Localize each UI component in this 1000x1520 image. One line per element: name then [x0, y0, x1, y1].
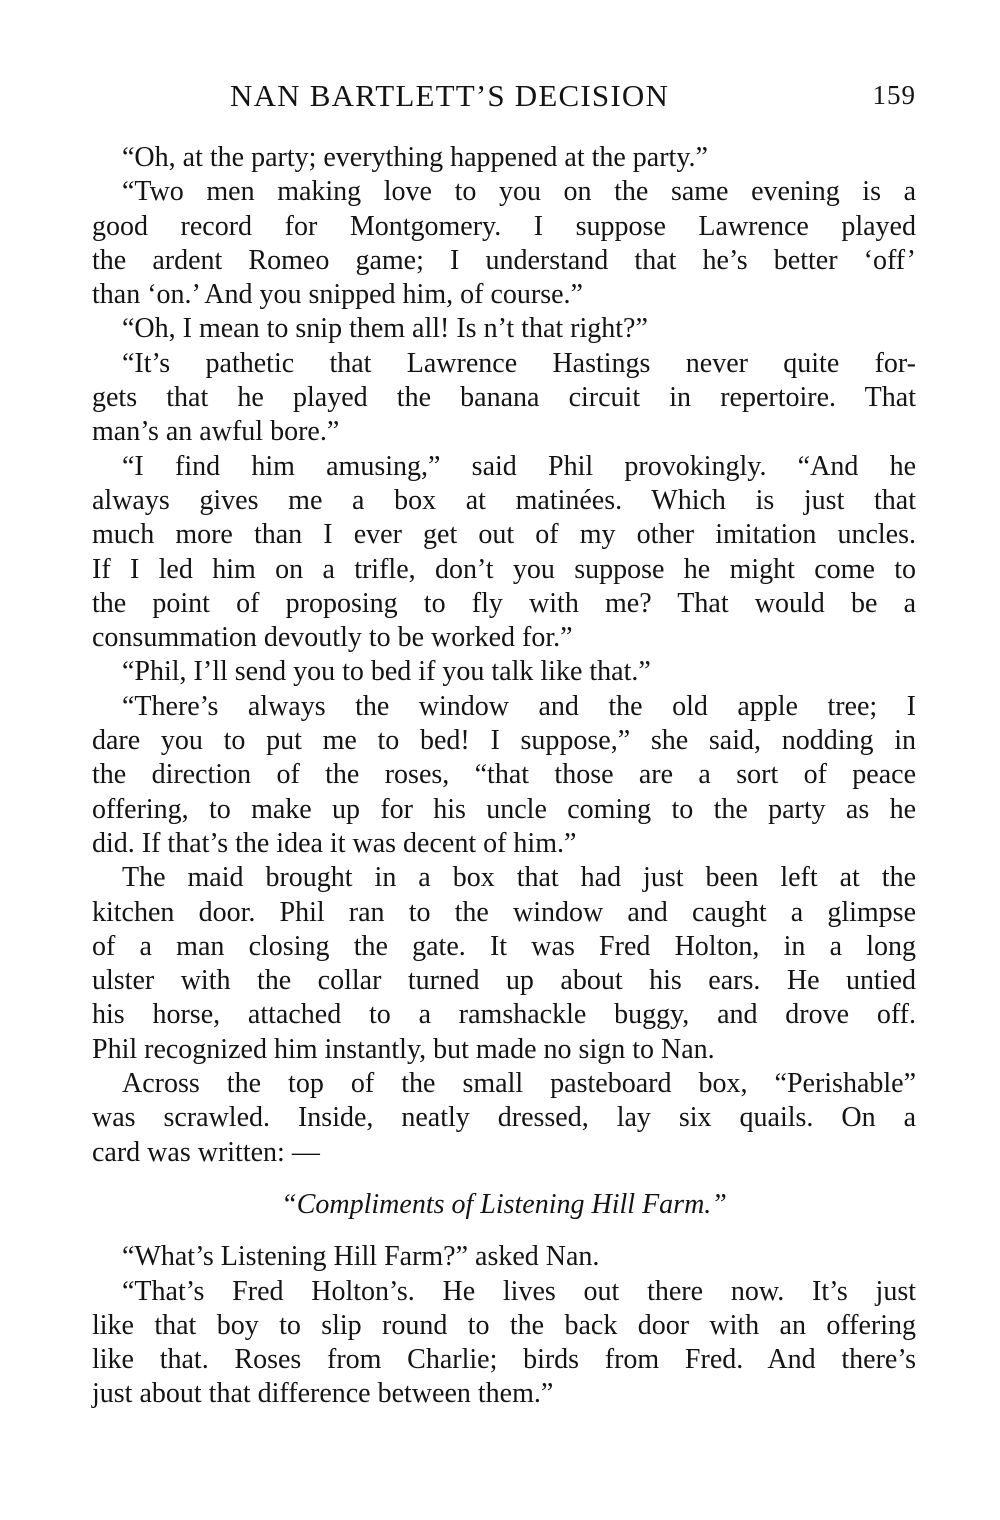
paragraph-line: “What’s Listening Hill Farm?” asked Nan. [122, 1241, 600, 1273]
paragraph-line: good record for Montgomery. I suppose Lawrence played [92, 210, 916, 242]
paragraph-line: ulster with the collar turned up about his ears. He untied [92, 965, 916, 997]
paragraph-line: “That’s Fred Holton’s. He lives out there now. It’s just [122, 1275, 916, 1307]
paragraph-line: much more than I ever get out of my other imitation uncles. [92, 519, 916, 551]
paragraph-line: “There’s always the window and the old apple tree; I [122, 690, 916, 722]
paragraph-line: like that. Roses from Charlie; birds from Fred. And there’s [92, 1344, 916, 1376]
paragraph-line: The maid brought in a box that had just been left at the [122, 862, 916, 894]
paragraph-line: card was written: — [92, 1136, 320, 1168]
paragraph-line: offering, to make up for his uncle coming to the party as he [92, 793, 916, 825]
paragraph-line: like that boy to slip round to the back door with an offering [92, 1309, 916, 1341]
running-head [92, 78, 916, 128]
paragraph-line: than ‘on.’ And you snipped him, of course.” [92, 279, 583, 311]
paragraph-line: If I led him on a trifle, don’t you suppose he might come to [92, 553, 916, 585]
paragraph-line: the direction of the roses, “that those are a sort of peace [92, 759, 916, 791]
paragraph-line: “Phil, I’ll send you to bed if you talk like that.” [122, 656, 651, 688]
paragraph-line: the ardent Romeo game; I understand that he’s better ‘off’ [92, 244, 916, 276]
paragraph-line: Across the top of the small pasteboard box, “Perishable” [122, 1068, 916, 1100]
paragraph-line: “Two men making love to you on the same evening is a [122, 176, 916, 208]
paragraph-line: of a man closing the gate. It was Fred Holton, in a long [92, 930, 916, 962]
paragraph-line: the point of proposing to fly with me? That would be a [92, 587, 916, 619]
paragraph-line: “Oh, at the party; everything happened at the party.” [122, 142, 708, 173]
paragraph-line: his horse, attached to a ramshackle buggy, and drove off. [92, 999, 916, 1031]
paragraph-line: gets that he played the banana circuit in repertoire. That [92, 382, 916, 414]
paragraph-line: consummation devoutly to be worked for.” [92, 622, 573, 654]
paragraph-line: always gives me a box at matinées. Which is just that [92, 484, 916, 516]
paragraph-line: was scrawled. Inside, neatly dressed, lay six quails. On a [92, 1102, 916, 1134]
paragraph-line: “It’s pathetic that Lawrence Hastings never quite for- [122, 347, 916, 379]
body-text [92, 141, 916, 1412]
paragraph-line: man’s an awful bore.” [92, 416, 340, 448]
card-inscription: “Compliments of Listening Hill Farm.” [281, 1188, 727, 1220]
paragraph-line: “I find him amusing,” said Phil provokingly. “And he [122, 450, 916, 482]
page-number: 159 [872, 80, 916, 110]
paragraph-line: “Oh, I mean to snip them all! Is n’t that right?” [122, 313, 648, 345]
paragraph-line: dare you to put me to bed! I suppose,” she said, nodding in [92, 725, 916, 757]
running-title: NAN BARTLETT’S DECISION [230, 78, 670, 113]
paragraph-line: kitchen door. Phil ran to the window and caught a glimpse [92, 896, 916, 928]
paragraph-line: just about that difference between them.” [92, 1378, 554, 1410]
paragraph-line: Phil recognized him instantly, but made no sign to Nan. [92, 1033, 715, 1065]
paragraph-line: did. If that’s the idea it was decent of him.” [92, 827, 577, 859]
